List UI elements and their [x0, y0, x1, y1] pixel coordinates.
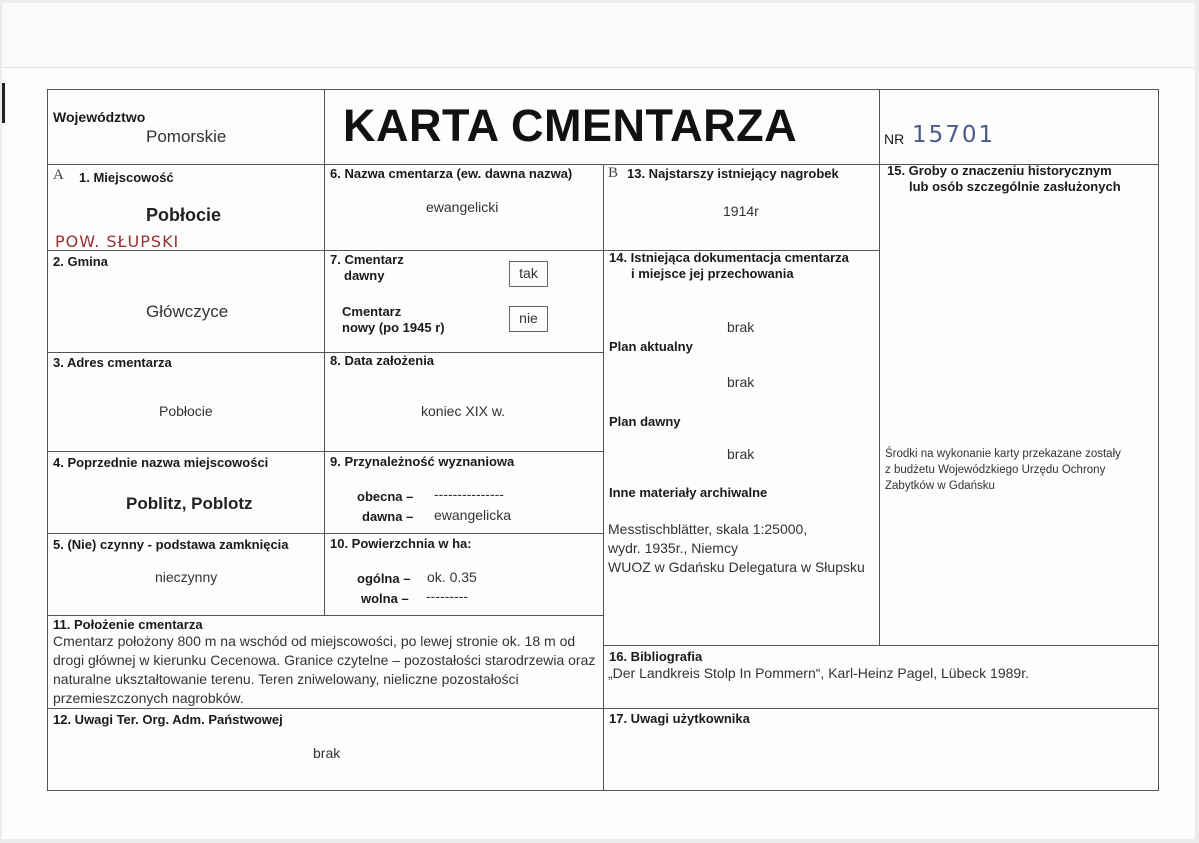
field-10-label: 10. Powierzchnia w ha: [330, 536, 472, 551]
field-15-label: 15. Groby o znaczeniu historycznym [887, 163, 1112, 178]
field-7-dawny-label: dawny [344, 268, 385, 283]
field-9-label: 9. Przynależność wyznaniowa [330, 454, 515, 469]
field-2-label: 2. Gmina [53, 254, 108, 269]
field-1-value: Pobłocie [146, 205, 222, 225]
tak-box: tak [509, 261, 548, 287]
field-15-label-cont: lub osób szczególnie zasłużonych [909, 179, 1121, 194]
wolna-value: --------- [426, 588, 468, 604]
field-6-label: 6. Nazwa cmentarza (ew. dawna nazwa) [330, 166, 573, 181]
field-4-label: 4. Poprzednie nazwa miejscowości [53, 455, 269, 470]
page-title: KARTA CMENTARZA [343, 100, 798, 151]
obecna-value: --------------- [434, 486, 504, 502]
nr-handwritten-value: 15701 [912, 122, 996, 148]
field-6-value: ewangelicki [426, 199, 499, 215]
inne-materialy-list [608, 520, 865, 577]
field-7-nowy-label: nowy (po 1945 r) [342, 320, 445, 335]
field-14-label-cont: i miejsce jej przechowania [631, 266, 794, 281]
field-11-text [53, 632, 595, 708]
field-12-label: 12. Uwagi Ter. Org. Adm. Państwowej [53, 712, 283, 727]
wolna-label: wolna – [361, 591, 409, 606]
field-11-line: naturalne ukształtowanie terenu. Teren zniwelowany, nieliczne pozostałości [53, 671, 519, 687]
field-16-value: „Der Landkreis Stolp In Pommern“, Karl-Heinz Pagel, Lübeck 1989r. [608, 665, 1029, 681]
field-3-label: 3. Adres cmentarza [53, 355, 172, 370]
field-7-label: 7. Cmentarz [330, 252, 404, 267]
field-8-label: 8. Data założenia [330, 353, 435, 368]
field-2-value: Główczyce [146, 302, 229, 321]
section-b-marker: B [608, 165, 619, 181]
field-5-value: nieczynny [155, 569, 218, 585]
inne-materialy-label: Inne materiały archiwalne [609, 485, 768, 500]
field-12-value: brak [313, 745, 341, 761]
ogolna-label: ogólna – [357, 571, 411, 586]
field-8-value: koniec XIX w. [421, 403, 506, 419]
field-11-line: drogi głównej w kierunku Cecenowa. Granice czytelne – pozostałości starodrzewia oraz [53, 652, 596, 668]
plan-aktualny-value: brak [727, 374, 755, 390]
field-11-line: przemieszczonych nagrobków. [53, 690, 244, 706]
plan-dawny-label: Plan dawny [609, 414, 681, 429]
scan-edge-mark [2, 83, 5, 123]
field-14-value: brak [727, 319, 755, 335]
plan-dawny-value: brak [727, 446, 755, 462]
field-13-label: 13. Najstarszy istniejący nagrobek [627, 166, 839, 181]
handwritten-county-note: POW. SŁUPSKI [55, 232, 180, 251]
nr-label: NR [884, 131, 905, 147]
dawna-value: ewangelicka [434, 507, 512, 523]
field-5-label: 5. (Nie) czynny - podstawa zamknięcia [53, 537, 289, 552]
funding-note-line: Zabytków w Gdańsku [885, 480, 995, 492]
inne-materialy-line: Messtischblätter, skala 1:25000, [608, 521, 808, 537]
field-13-value: 1914r [723, 203, 759, 219]
funding-note-line: z budżetu Wojewódzkiego Urzędu Ochrony [885, 464, 1106, 476]
scan-top-band [2, 3, 1195, 68]
field-7-cmentarz-label: Cmentarz [342, 304, 402, 319]
field-16-label: 16. Bibliografia [609, 649, 703, 664]
wojewodztwo-label: Województwo [53, 109, 146, 125]
field-11-line: Cmentarz położony 800 m na wschód od miejscowości, po lewej stronie ok. 18 m od [53, 633, 576, 649]
field-4-value: Poblitz, Poblotz [126, 494, 253, 513]
field-14-label: 14. Istniejąca dokumentacja cmentarza [609, 250, 849, 265]
ogolna-value: ok. 0.35 [427, 569, 477, 585]
field-17-label: 17. Uwagi użytkownika [609, 711, 750, 726]
section-a-marker: A [53, 167, 64, 183]
inne-materialy-line: wydr. 1935r., Niemcy [608, 540, 738, 556]
obecna-label: obecna – [357, 489, 414, 504]
field-11-label: 11. Położenie cmentarza [53, 617, 203, 632]
field-3-value: Pobłocie [159, 403, 213, 419]
dawna-label: dawna – [362, 509, 414, 524]
inne-materialy-line: WUOZ w Gdańsku Delegatura w Słupsku [608, 559, 865, 575]
wojewodztwo-value: Pomorskie [146, 127, 227, 146]
nie-box: nie [509, 306, 548, 332]
funding-note [885, 446, 1121, 494]
plan-aktualny-label: Plan aktualny [609, 339, 693, 354]
funding-note-line: Środki na wykonanie karty przekazane zostały [885, 448, 1121, 460]
field-1-label: 1. Miejscowość [79, 170, 174, 185]
